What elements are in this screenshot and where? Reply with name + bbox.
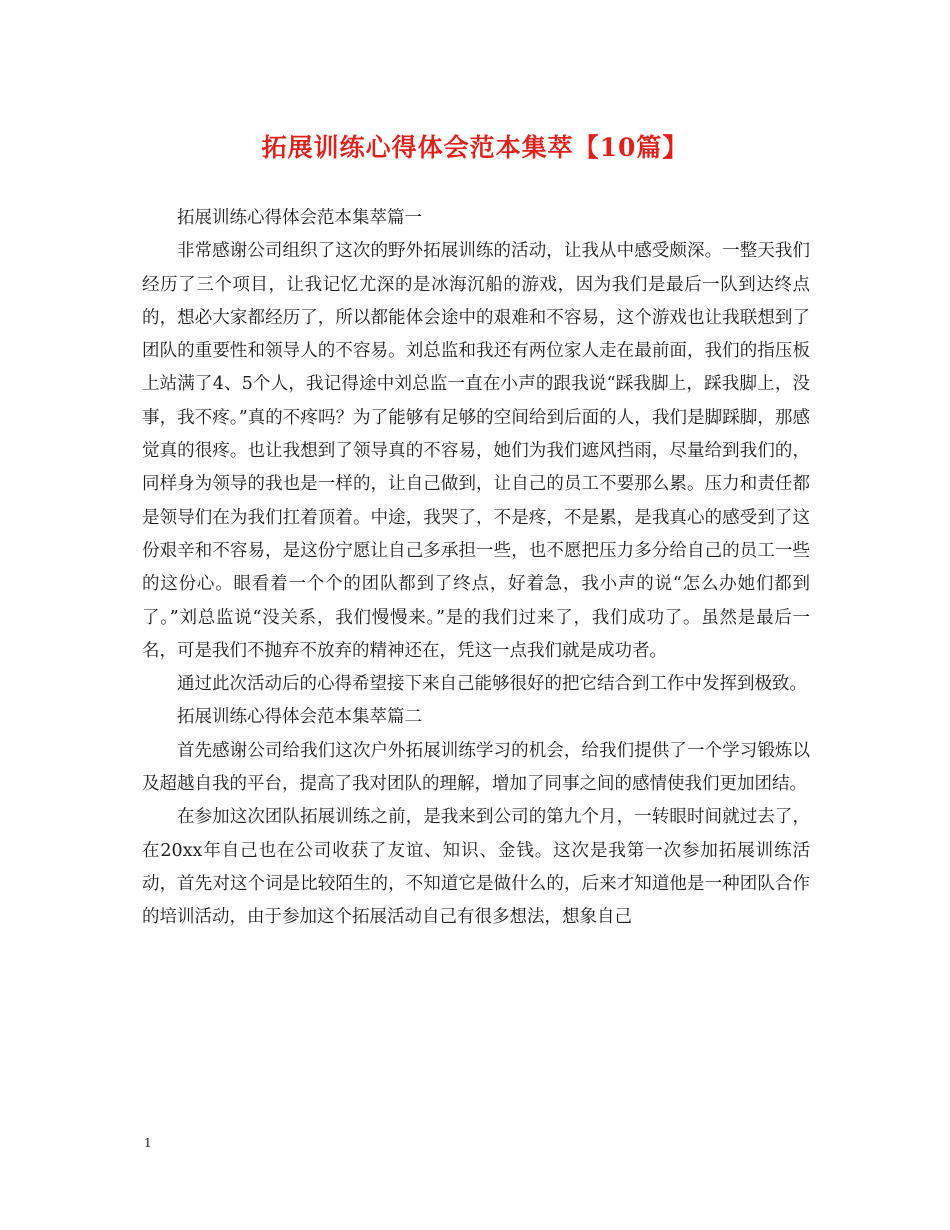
document-body [142, 202, 810, 935]
paragraph: 通过此次活动后的心得希望接下来自己能够很好的把它结合到工作中发挥到极致。 [177, 674, 807, 695]
paragraph: 非常感谢公司组织了这次的野外拓展训练的活动，让我从中感受颇深。一整天我们经历了三个项目，让我记忆尤深的是冰海沉船的游戏，因为我们是最后一队到达终点的，想必大家都经历了，所以都能体会途中的艰难和不容易，这个游戏也让我联想到了团队的重要性和领导人的不容易。刘总监和我还有两位家人走在最前面，我们的指压板上站满了4、5个人，我记得途中刘总监一直在小声的跟我说“踩我脚上，踩我脚上，没事，我不疼。”真的不疼吗？为了能够有足够的空间给到后面的人，我们是脚踩脚，那感觉真的很疼。也让我想到了领导真的不容易，她们为我们遮风挡雨，尽量给到我们的，同样身为领导的我也是一样的，让自己做到，让自己的员工不要那么累。压力和责任都是领导们在为我们扛着顶着。中途，我哭了，不是疼，不是累，是我真心的感受到了这份艰辛和不容易，是这份宁愿让自己多承担一些，也不愿把压力多分给自己的员工一些的这份心。眼看着一个个的团队都到了终点，好着急，我小声的说“怎么办她们都到了。”刘总监说“没关系，我们慢慢来。”是的我们过来了，我们成功了。虽然是最后一名，可是我们不抛弃不放弃的精神还在，凭这一点我们就是成功者。 [142, 241, 810, 661]
section-heading-1: 拓展训练心得体会范本集萃篇一 [177, 208, 422, 228]
paragraph: 首先感谢公司给我们这次户外拓展训练学习的机会，给我们提供了一个学习锻炼以及超越自我的平台，提高了我对团队的理解，增加了同事之间的感情使我们更加团结。 [142, 740, 810, 795]
section-heading-2: 拓展训练心得体会范本集萃篇二 [177, 707, 422, 728]
document-title: 拓展训练心得体会范本集萃【10篇】 [261, 133, 689, 162]
paragraph: 在参加这次团队拓展训练之前，是我来到公司的第九个月，一转眼时间就过去了，在20xx年自己也在公司收获了友谊、知识、金钱。这次是我第一次参加拓展训练活动，首先对这个词是比较陌生的，不知道它是做什么的，后来才知道他是一种团队合作的培训活动，由于参加这个拓展活动自己有很多想法，想象自己 [142, 807, 810, 928]
page-number: 1 [144, 1136, 152, 1150]
